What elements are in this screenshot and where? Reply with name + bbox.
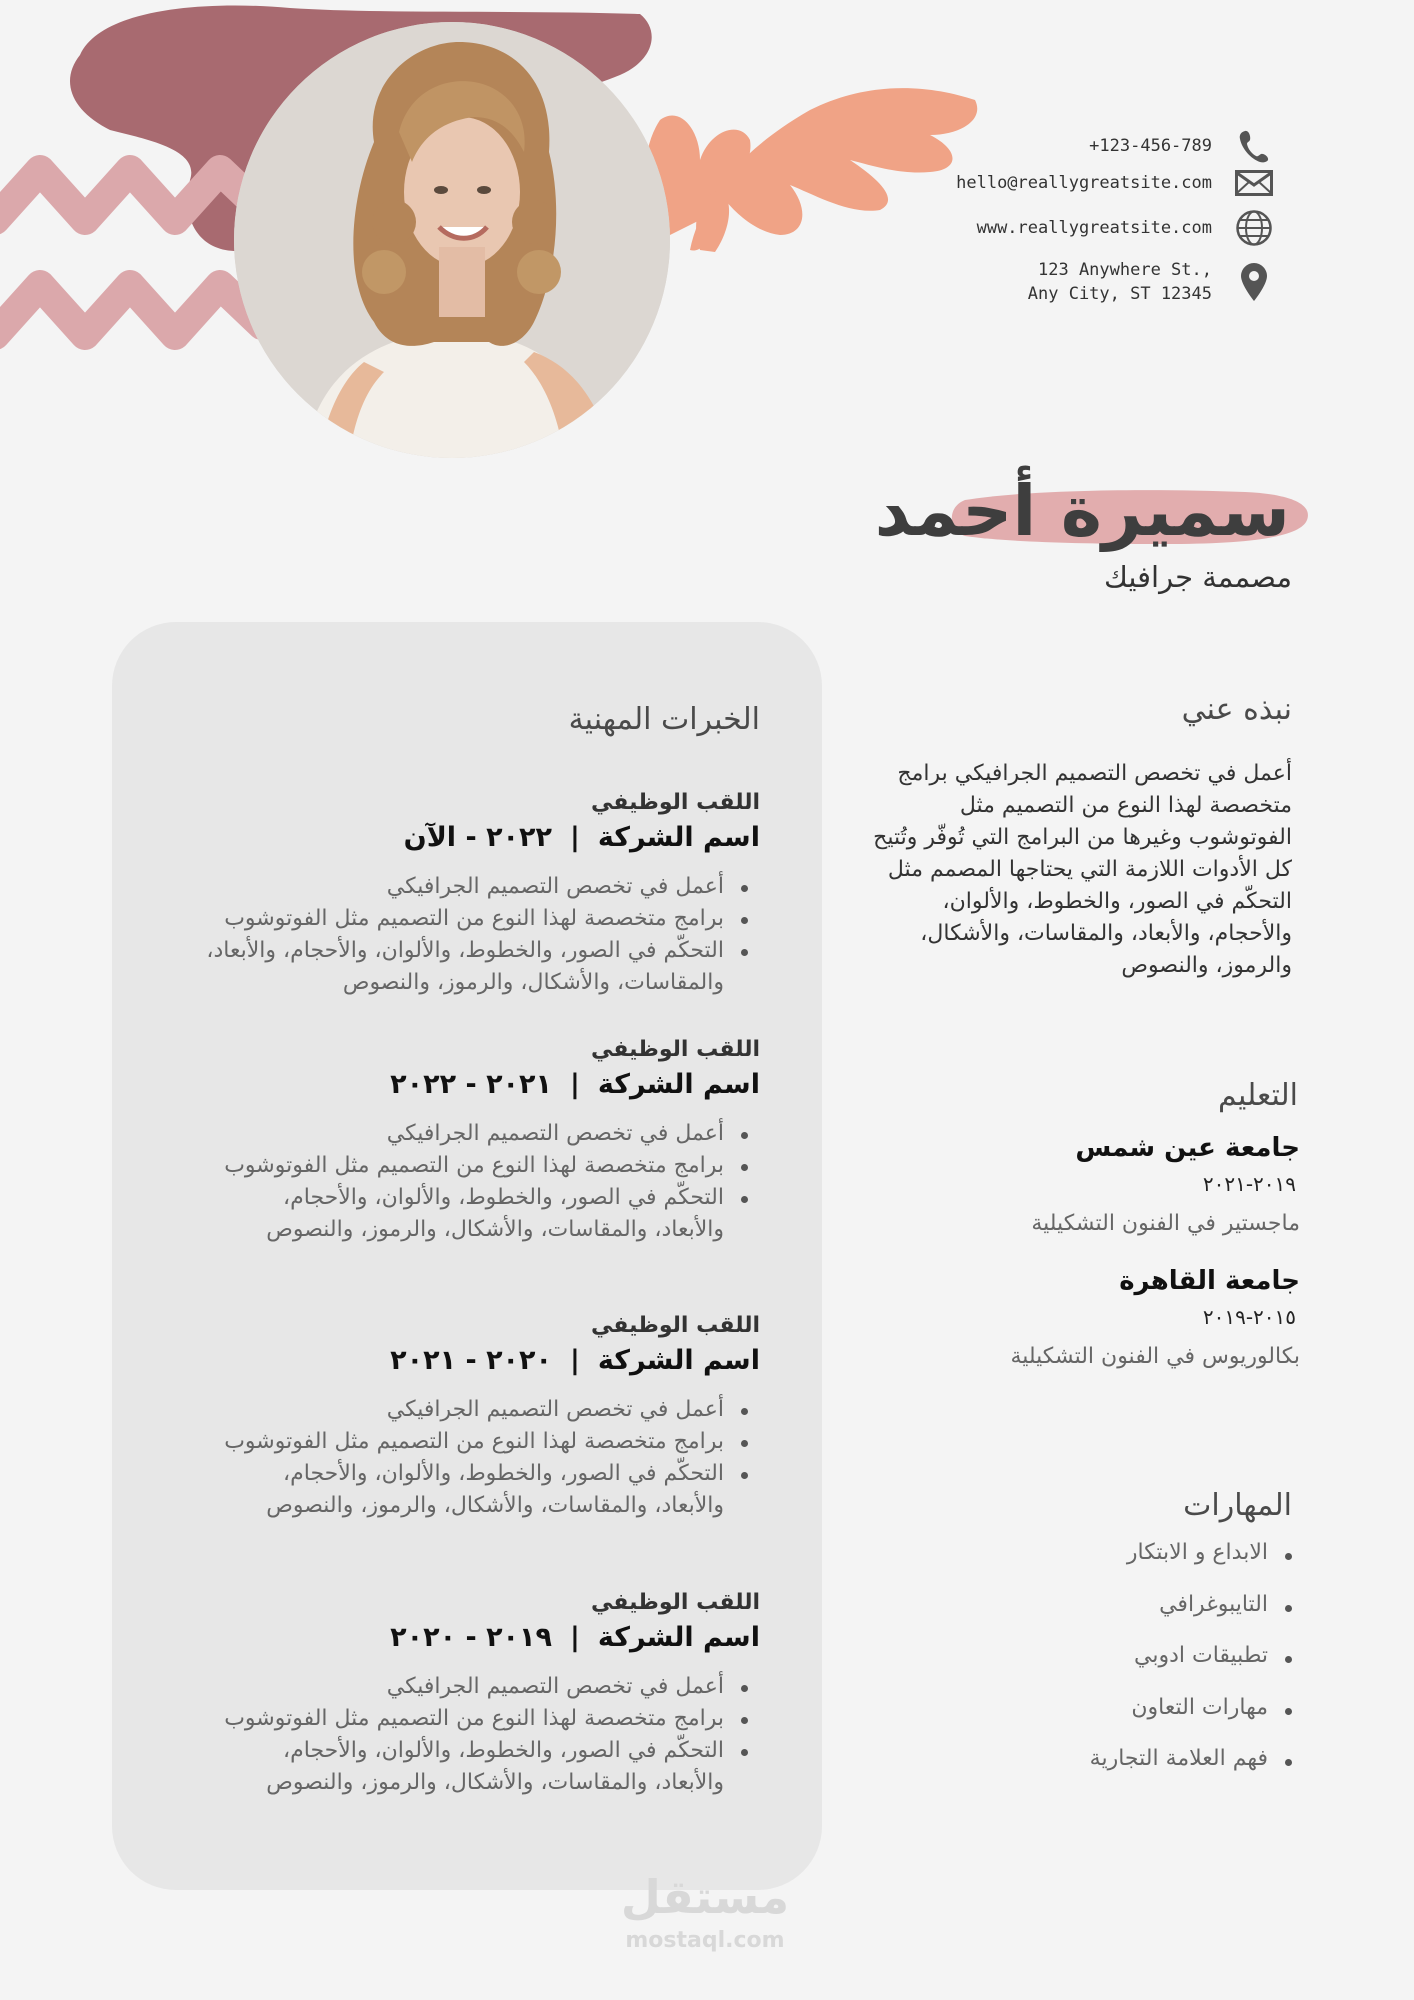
- job-title: اللقب الوظيفي: [591, 1590, 760, 1615]
- company-name: اسم الشركة: [597, 1345, 760, 1376]
- job-bullet-text: والمقاسات، والأشكال، والرموز، والنصوص: [342, 970, 724, 995]
- job-period: ٢٠١٩ - ٢٠٢٠: [390, 1622, 552, 1653]
- job-period: ٢٠٢١ - ٢٠٢٢: [390, 1069, 552, 1100]
- job-bullet-text: برامج متخصصة لهذا النوع من التصميم مثل الفوتوشوب: [224, 1706, 724, 1731]
- job-bullet-text: برامج متخصصة لهذا النوع من التصميم مثل الفوتوشوب: [224, 1153, 724, 1178]
- bullet-dot: [741, 917, 748, 924]
- watermark-arabic: مستقل: [620, 1870, 790, 1924]
- job-role: مصممة جرافيك: [1103, 560, 1292, 594]
- globe-icon: [1234, 208, 1274, 248]
- job-bullet: [110, 1150, 724, 1182]
- job-bullet-text: والأبعاد، والمقاسات، والأشكال، والرموز، والنصوص: [266, 1217, 724, 1242]
- experience-title: الخبرات المهنية: [568, 702, 760, 737]
- job-bullets: [110, 1671, 724, 1799]
- job-company-line: [110, 1345, 760, 1376]
- separator: |: [570, 1345, 580, 1376]
- contact-phone: [1089, 126, 1274, 166]
- job-bullet: [110, 1671, 724, 1703]
- job-bullet: [110, 967, 724, 999]
- job-company-line: [110, 1622, 760, 1653]
- website-text[interactable]: www.reallygreatsite.com: [976, 218, 1212, 238]
- location-pin-icon: [1234, 262, 1274, 302]
- job-bullet-text: أعمل في تخصص التصميم الجرافيكي: [386, 1121, 724, 1146]
- bullet-dot: [741, 885, 748, 892]
- about-text: أعمل في تخصص التصميم الجرافيكي برامج متخصصة لهذا النوع من التصميم مثل الفوتوشوب وغيرها من البرامج التي تُوفّر وتُتيح كل الأدوات اللازمة التي يحتاجها المصمم مثل التحكّم في الصور، والخطوط، والألوان، والأحجام، والأبعاد، والمقاسات، والأشكال، والرموز، والنصوص: [873, 761, 1292, 978]
- education-years: ٢٠١٩-٢٠٢١: [1202, 1172, 1296, 1196]
- skill-item: مهارات التعاون: [1131, 1695, 1268, 1720]
- separator: |: [570, 822, 580, 853]
- bullet-dot: [741, 1164, 748, 1171]
- job-company-line: [110, 822, 760, 853]
- skills-title: المهارات: [1183, 1488, 1292, 1523]
- bullet-dot: [1285, 1759, 1292, 1766]
- separator: |: [570, 1069, 580, 1100]
- job-bullet: [110, 1458, 724, 1490]
- job-title: اللقب الوظيفي: [591, 1037, 760, 1062]
- job-period: ٢٠٢٠ - ٢٠٢١: [390, 1345, 552, 1376]
- job-bullet-text: برامج متخصصة لهذا النوع من التصميم مثل الفوتوشوب: [224, 1429, 724, 1454]
- phone-text[interactable]: +123-456-789: [1089, 136, 1212, 156]
- skill-item: فهم العلامة التجارية: [1089, 1746, 1268, 1771]
- bullet-dot: [1285, 1656, 1292, 1663]
- bullet-dot: [741, 949, 748, 956]
- bullet-dot: [741, 1472, 748, 1479]
- job-entry: [110, 790, 760, 999]
- bullet-dot: [741, 1685, 748, 1692]
- job-bullet-text: أعمل في تخصص التصميم الجرافيكي: [386, 1397, 724, 1422]
- job-bullets: [110, 871, 724, 999]
- education-title: التعليم: [1218, 1078, 1298, 1113]
- job-bullet-text: التحكّم في الصور، والخطوط، والألوان، والأحجام،: [283, 1738, 724, 1763]
- job-entry: [110, 1037, 760, 1246]
- bullet-dot: [1285, 1708, 1292, 1715]
- bullet-dot: [1285, 1605, 1292, 1612]
- education-degree: ماجستير في الفنون التشكيلية: [1031, 1211, 1300, 1236]
- job-bullet-text: أعمل في تخصص التصميم الجرافيكي: [386, 874, 724, 899]
- job-entry: [110, 1313, 760, 1522]
- about-title: نبذه عني: [1181, 692, 1292, 727]
- job-bullet: [110, 1767, 724, 1799]
- job-bullet: [110, 903, 724, 935]
- bullet-dot: [741, 1440, 748, 1447]
- job-company-line: [110, 1069, 760, 1100]
- email-text[interactable]: hello@reallygreatsite.com: [956, 173, 1212, 193]
- bullet-dot: [1285, 1553, 1292, 1560]
- bullet-dot: [741, 1408, 748, 1415]
- phone-icon: [1234, 126, 1274, 166]
- zigzag-bottom: [0, 285, 262, 335]
- job-bullet: [110, 1182, 724, 1214]
- skill-item: تطبيقات ادوبي: [1134, 1643, 1268, 1668]
- company-name: اسم الشركة: [597, 1069, 760, 1100]
- job-bullet-text: التحكّم في الصور، والخطوط، والألوان، والأحجام، والأبعاد،: [206, 938, 724, 963]
- address-text: [1028, 258, 1212, 306]
- peach-leaf: [645, 88, 977, 252]
- job-bullet: [110, 1214, 724, 1246]
- job-bullet-text: التحكّم في الصور، والخطوط، والألوان، والأحجام،: [283, 1461, 724, 1486]
- job-entry: [110, 1590, 760, 1799]
- job-bullets: [110, 1394, 724, 1522]
- address-line-1: 123 Anywhere St.,: [1038, 260, 1212, 280]
- education-school: جامعة القاهرة: [1119, 1266, 1300, 1296]
- skill-item: التايبوغرافي: [1159, 1592, 1268, 1617]
- job-bullet: [110, 871, 724, 903]
- job-bullet-text: التحكّم في الصور، والخطوط، والألوان، والأحجام،: [283, 1185, 724, 1210]
- job-bullet: [110, 1426, 724, 1458]
- watermark-latin: mostaql.com: [625, 1928, 785, 1953]
- job-bullet-text: أعمل في تخصص التصميم الجرافيكي: [386, 1674, 724, 1699]
- company-name: اسم الشركة: [597, 822, 760, 853]
- mail-icon: [1234, 163, 1274, 203]
- bullet-dot: [741, 1132, 748, 1139]
- contact-email: [956, 163, 1274, 203]
- full-name: سميرة أحمد: [874, 470, 1290, 552]
- job-title: اللقب الوظيفي: [591, 790, 760, 815]
- education-years: ٢٠١٥-٢٠١٩: [1202, 1305, 1296, 1329]
- job-bullet: [110, 935, 724, 967]
- job-bullet: [110, 1394, 724, 1426]
- company-name: اسم الشركة: [597, 1622, 760, 1653]
- job-bullets: [110, 1118, 724, 1246]
- job-bullet: [110, 1490, 724, 1522]
- job-period: ٢٠٢٢ - الآن: [403, 822, 552, 853]
- contact-website: [977, 208, 1274, 248]
- job-bullet: [110, 1735, 724, 1767]
- contact-address: [1028, 258, 1274, 306]
- job-bullet: [110, 1118, 724, 1150]
- address-line-2: Any City, ST 12345: [1027, 284, 1212, 304]
- job-bullet-text: والأبعاد، والمقاسات، والأشكال، والرموز، والنصوص: [266, 1493, 724, 1518]
- separator: |: [570, 1622, 580, 1653]
- job-bullet-text: والأبعاد، والمقاسات، والأشكال، والرموز، والنصوص: [266, 1770, 724, 1795]
- job-bullet: [110, 1703, 724, 1735]
- bullet-dot: [741, 1717, 748, 1724]
- profile-photo: [234, 22, 670, 458]
- education-degree: بكالوريوس في الفنون التشكيلية: [1010, 1344, 1300, 1369]
- education-school: جامعة عين شمس: [1075, 1133, 1300, 1163]
- job-title: اللقب الوظيفي: [591, 1313, 760, 1338]
- skill-item: الابداع و الابتكار: [1126, 1540, 1268, 1565]
- bullet-dot: [741, 1749, 748, 1756]
- job-bullet-text: برامج متخصصة لهذا النوع من التصميم مثل الفوتوشوب: [224, 906, 724, 931]
- bullet-dot: [741, 1196, 748, 1203]
